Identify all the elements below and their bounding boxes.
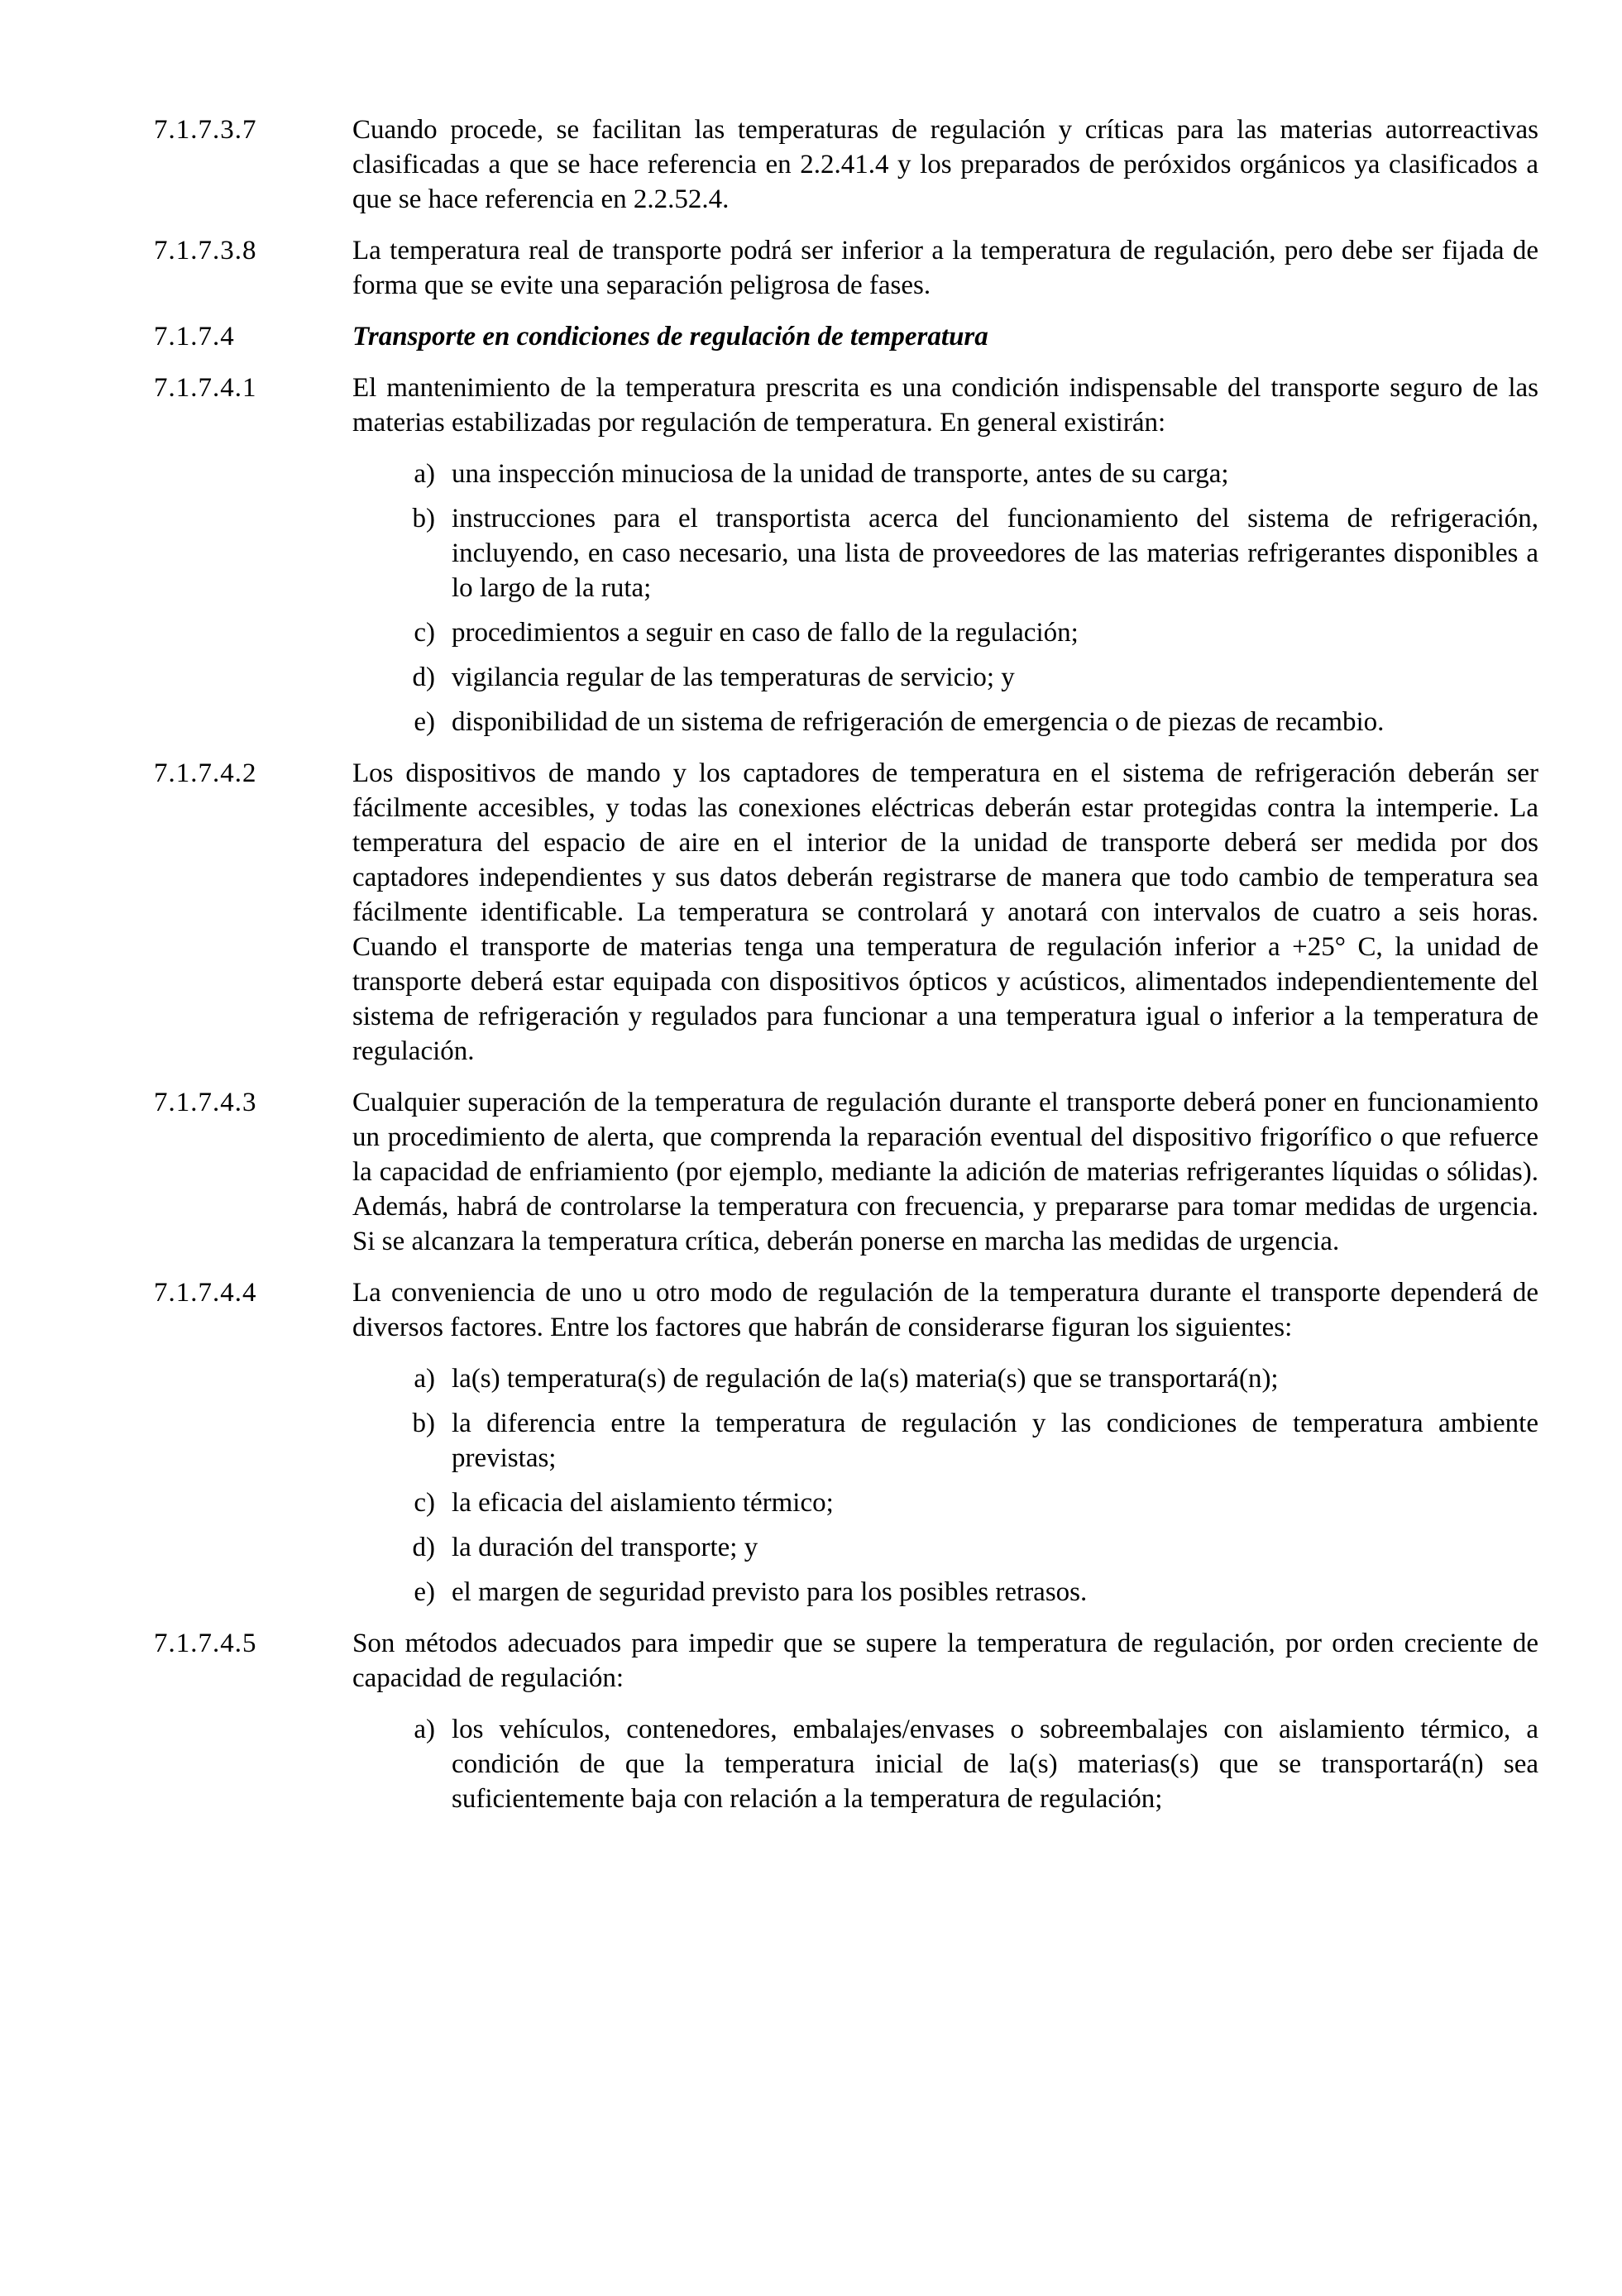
item-text: disponibilidad de un sistema de refrigeración de emergencia o de piezas de recambio. [452, 707, 1385, 737]
section-7-1-7-4-5 [154, 1626, 1538, 1816]
section-number: 7.1.7.4.3 [154, 1088, 257, 1117]
item-text: la(s) temperatura(s) de regulación de la(s) materia(s) que se transportará(n); [452, 1364, 1279, 1394]
section-7-1-7-3-8 [154, 233, 1538, 303]
item-letter: a) [414, 459, 435, 489]
item-text: los vehículos, contenedores, embalajes/envases o sobreembalajes con aislamiento térmico, a condición de que la temperatura inicial de la(s) materias(s) que se transportará(n) sea suficientemente baja con relación a la temperatura de regulación; [452, 1715, 1538, 1814]
section-content [352, 1626, 1538, 1816]
item-text: el margen de seguridad previsto para los posibles retrasos. [452, 1577, 1088, 1607]
section-7-1-7-3-7 [154, 112, 1538, 217]
section-text: Son métodos adecuados para impedir que se supere la temperatura de regulación, por orden creciente de capacidad de regulación: [352, 1629, 1538, 1693]
list-item [352, 1406, 1538, 1476]
section-text: La temperatura real de transporte podrá ser inferior a la temperatura de regulación, pero debe ser fijada de forma que se evite una separación peligrosa de fases. [352, 236, 1538, 300]
list-item [352, 660, 1538, 695]
item-list [352, 457, 1538, 739]
section-text: El mantenimiento de la temperatura prescrita es una condición indispensable del transporte seguro de las materias estabilizadas por regulación de temperatura. En general existirán: [352, 373, 1538, 438]
section-text: Cualquier superación de la temperatura de regulación durante el transporte deberá poner en funcionamiento un procedimiento de alerta, que comprenda la reparación eventual del dispositivo frigorífico o que refuerce la capacidad de enfriamiento (por ejemplo, mediante la adición de materias refrigerantes líquidas o sólidas). Además, habrá de controlarse la temperatura con frecuencia, y prepararse para tomar medidas de urgencia. Si se alcanzara la temperatura crítica, deberán ponerse en marcha las medidas de urgencia. [352, 1088, 1538, 1256]
item-text: la eficacia del aislamiento térmico; [452, 1488, 834, 1518]
item-letter: b) [412, 1409, 435, 1438]
section-text: Cuando procede, se facilitan las temperaturas de regulación y críticas para las materias autorreactivas clasificadas a que se hace referencia en 2.2.41.4 y los preparados de peróxidos orgánicos ya clasificados a que se hace referencia en 2.2.52.4. [352, 115, 1538, 214]
item-text: la diferencia entre la temperatura de regulación y las condiciones de temperatura ambiente previstas; [452, 1409, 1538, 1473]
section-7-1-7-4-3 [154, 1085, 1538, 1259]
item-letter: c) [414, 618, 435, 648]
item-letter: d) [412, 662, 435, 692]
list-item [352, 457, 1538, 491]
section-number: 7.1.7.4.5 [154, 1629, 257, 1658]
list-item [352, 705, 1538, 739]
section-text: La conveniencia de uno u otro modo de regulación de la temperatura durante el transporte dependerá de diversos factores. Entre los factores que habrán de considerarse figuran los siguientes: [352, 1278, 1538, 1342]
section-number: 7.1.7.4 [154, 322, 235, 352]
list-item [352, 501, 1538, 605]
list-item [352, 615, 1538, 650]
item-text: instrucciones para el transportista acerca del funcionamiento del sistema de refrigeración, incluyendo, en caso necesario, una lista de proveedores de las materias refrigerantes disponibles a lo largo de la ruta; [452, 504, 1538, 603]
section-number: 7.1.7.3.8 [154, 236, 257, 265]
list-item [352, 1361, 1538, 1396]
item-letter: d) [412, 1533, 435, 1562]
section-number: 7.1.7.4.2 [154, 758, 257, 788]
list-item [352, 1712, 1538, 1816]
list-item [352, 1575, 1538, 1610]
list-item [352, 1530, 1538, 1565]
section-7-1-7-4-2 [154, 756, 1538, 1069]
section-content [352, 371, 1538, 739]
item-list [352, 1712, 1538, 1816]
section-content [352, 1275, 1538, 1610]
item-text: vigilancia regular de las temperaturas de servicio; y [452, 662, 1015, 692]
section-7-1-7-4-4 [154, 1275, 1538, 1610]
section-heading: Transporte en condiciones de regulación de temperatura [352, 322, 988, 352]
item-letter: b) [412, 504, 435, 533]
section-7-1-7-4 [154, 319, 1538, 354]
section-number: 7.1.7.4.1 [154, 373, 257, 403]
document-body [154, 112, 1538, 1833]
section-number: 7.1.7.4.4 [154, 1278, 257, 1308]
section-number: 7.1.7.3.7 [154, 115, 257, 145]
list-item [352, 1485, 1538, 1520]
item-letter: a) [414, 1715, 435, 1744]
item-letter: e) [414, 707, 435, 737]
item-text: la duración del transporte; y [452, 1533, 758, 1562]
item-text: una inspección minuciosa de la unidad de transporte, antes de su carga; [452, 459, 1229, 489]
section-7-1-7-4-1 [154, 371, 1538, 739]
section-text: Los dispositivos de mando y los captadores de temperatura en el sistema de refrigeración deberán ser fácilmente accesibles, y todas las conexiones eléctricas deberán estar protegidas contra la intemperie. La temperatura del espacio de aire en el interior de la unidad de transporte deberá ser medida por dos captadores independientes y sus datos deberán registrarse de manera que todo cambio de temperatura sea fácilmente identificable. La temperatura se controlará y anotará con intervalos de cuatro a seis horas. Cuando el transporte de materias tenga una temperatura de regulación inferior a +25° C, la unidad de transporte deberá estar equipada con dispositivos ópticos y acústicos, alimentados independientemente del sistema de refrigeración y regulados para funcionar a una temperatura igual o inferior a la temperatura de regulación. [352, 758, 1538, 1066]
item-list [352, 1361, 1538, 1610]
item-letter: a) [414, 1364, 435, 1394]
item-letter: e) [414, 1577, 435, 1607]
item-text: procedimientos a seguir en caso de fallo de la regulación; [452, 618, 1079, 648]
item-letter: c) [414, 1488, 435, 1518]
